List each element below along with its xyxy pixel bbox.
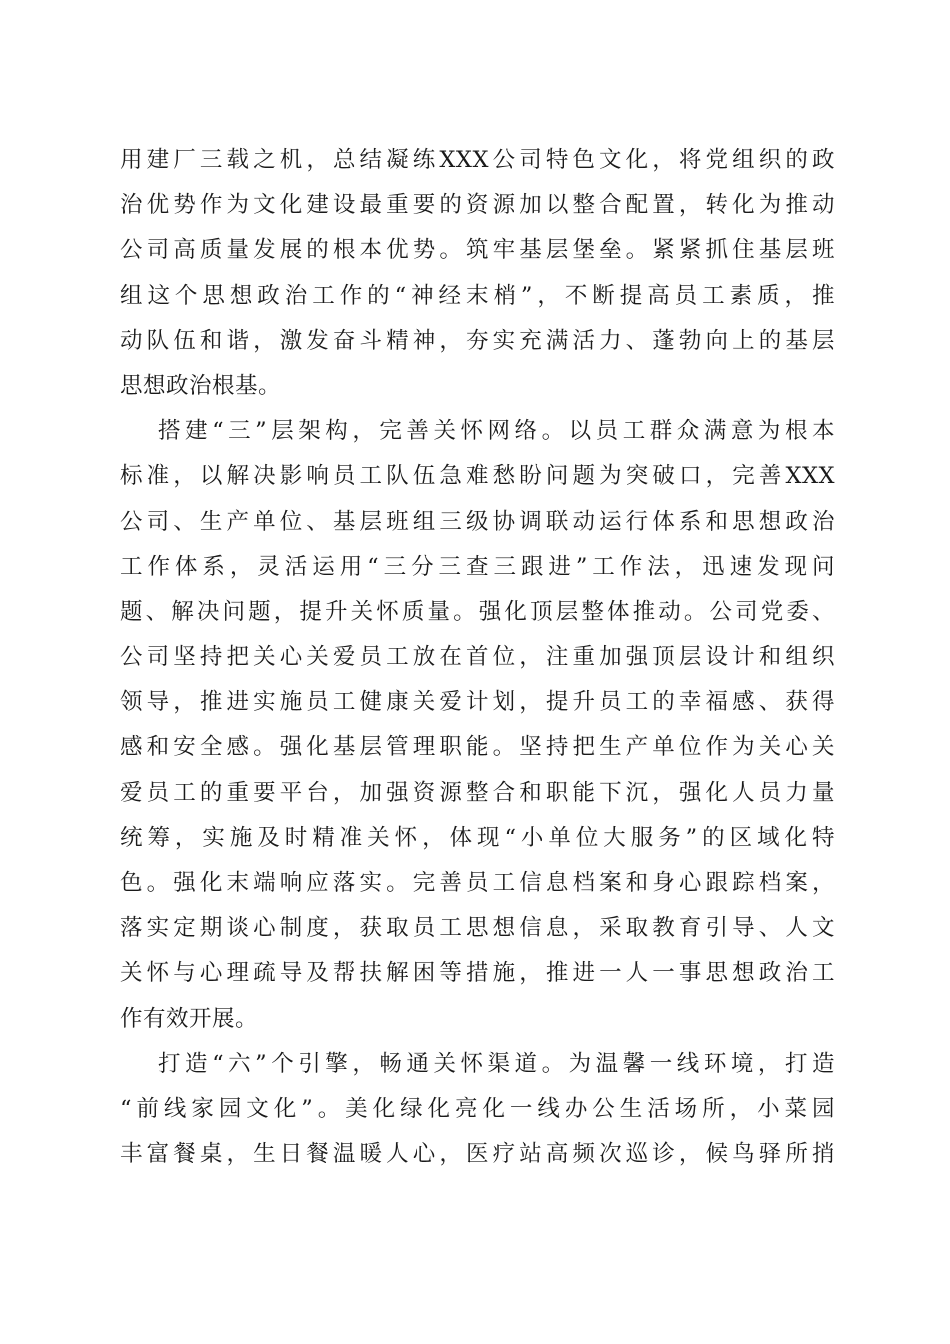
text-line: 公司、生产单位、基层班组三级协调联动运行体系和思想政治: [120, 508, 835, 535]
text-line: 用建厂三载之机，总结凝练XXX公司特色文化，将党组织的政: [120, 147, 835, 173]
text-line: 色。强化末端响应落实。完善员工信息档案和身心跟踪档案，: [120, 870, 835, 896]
text-line: 公司坚持把关心关爱员工放在首位，注重加强顶层设计和组织: [120, 644, 835, 671]
text-line: 组这个思想政治工作的“神经末梢”，不断提高员工素质，推: [120, 282, 835, 309]
text-line: “前线家园文化”。美化绿化亮化一线办公生活场所，小菜园: [120, 1095, 835, 1122]
text-line: 感和安全感。强化基层管理职能。坚持把生产单位作为关心关: [120, 734, 835, 761]
text-line: 治优势作为文化建设最重要的资源加以整合配置，转化为推动: [120, 192, 835, 219]
text-line: 作有效开展。: [120, 1005, 259, 1032]
text-line: 落实定期谈心制度，获取员工思想信息，采取教育引导、人文: [120, 915, 835, 942]
text-line: 标准，以解决影响员工队伍急难愁盼问题为突破口，完善XXX: [120, 463, 835, 490]
text-line: 丰富餐桌，生日餐温暖人心，医疗站高频次巡诊，候鸟驿所捎: [120, 1141, 835, 1168]
paragraph-start-line: 打造“六”个引擎，畅通关怀渠道。为温馨一线环境，打造: [158, 1050, 835, 1077]
text-line: 公司高质量发展的根本优势。筑牢基层堡垒。紧紧抓住基层班: [120, 237, 835, 264]
text-line: 思想政治根基。: [120, 372, 282, 399]
text-line: 动队伍和谐，激发奋斗精神，夯实充满活力、蓬勃向上的基层: [120, 327, 835, 354]
text-line: 统筹，实施及时精准关怀，体现“小单位大服务”的区域化特: [120, 824, 835, 851]
text-line: 领导，推进实施员工健康关爱计划，提升员工的幸福感、获得: [120, 689, 835, 716]
paragraph-start-line: 搭建“三”层架构，完善关怀网络。以员工群众满意为根本: [158, 418, 835, 445]
body-text: [120, 138, 835, 1177]
text-line: 题、解决问题，提升关怀质量。强化顶层整体推动。公司党委、: [120, 598, 835, 625]
text-line: 工作体系，灵活运用“三分三查三跟进”工作法，迅速发现问: [120, 553, 835, 580]
text-line: 爱员工的重要平台，加强资源整合和职能下沉，强化人员力量: [120, 779, 835, 806]
text-line: 关怀与心理疏导及帮扶解困等措施，推进一人一事思想政治工: [120, 960, 835, 987]
